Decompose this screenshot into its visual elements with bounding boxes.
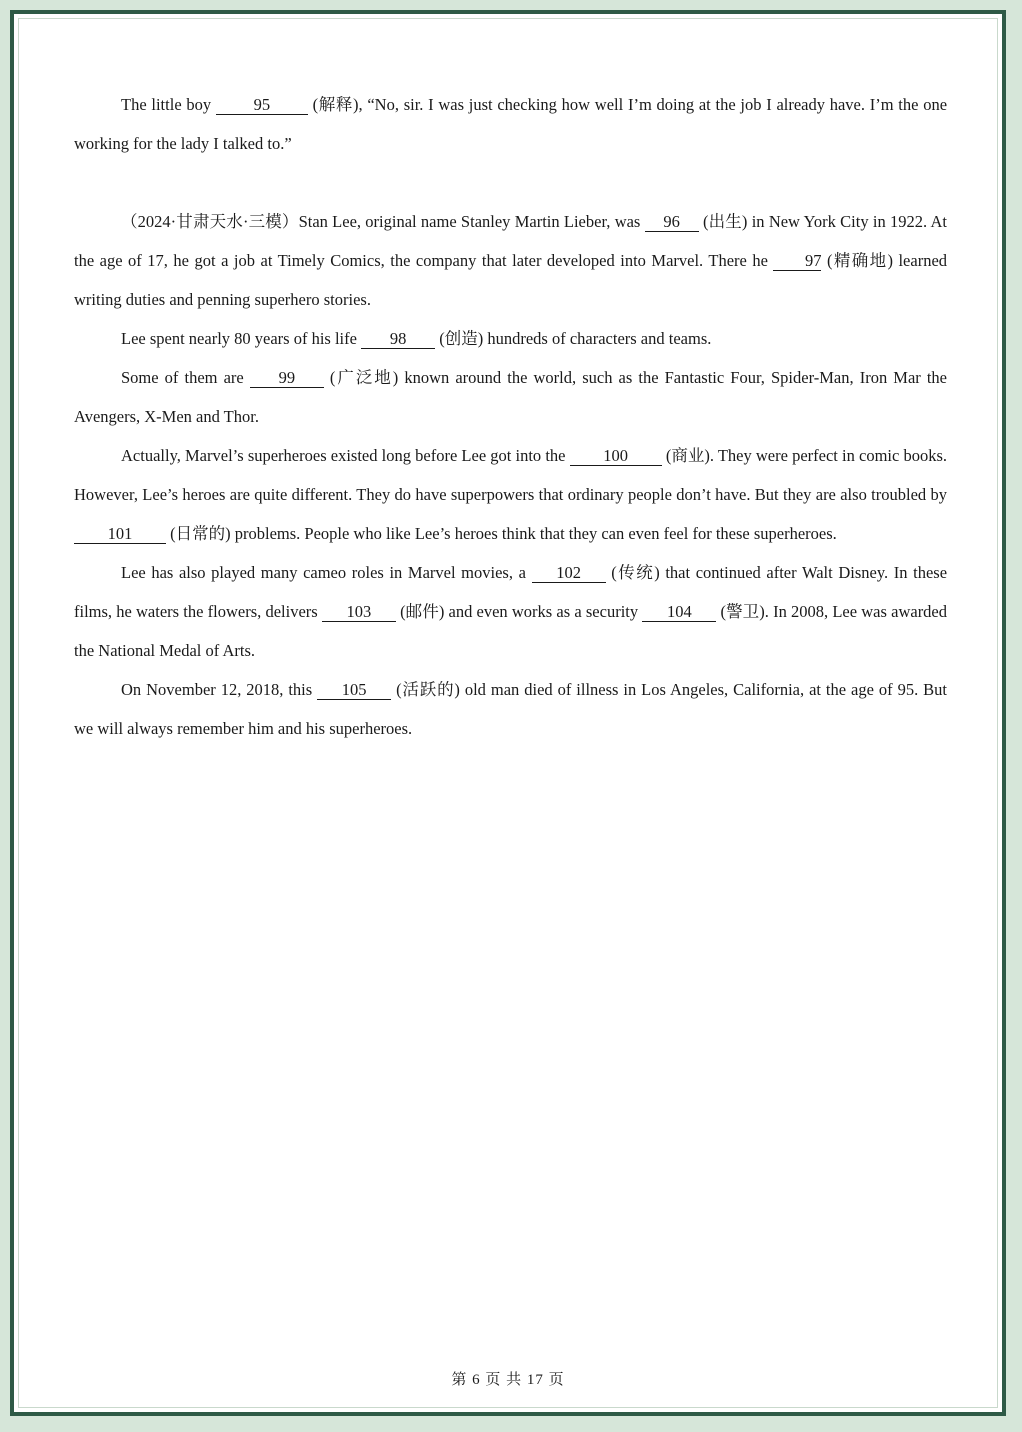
page-content	[74, 85, 947, 748]
passage2-paragraph-4	[74, 436, 947, 553]
passage1-paragraph	[74, 85, 947, 163]
blank-105[interactable]: 105	[317, 681, 391, 700]
blank-102[interactable]: 102	[532, 564, 606, 583]
blank-98[interactable]: 98	[361, 330, 435, 349]
page-frame	[10, 10, 1006, 1416]
text-segment: Lee has also played many cameo roles in Marvel movies, a	[121, 563, 526, 582]
passage2-paragraph-2	[74, 319, 947, 358]
blank-104[interactable]: 104	[642, 603, 716, 622]
text-segment: Stan Lee, original name Stanley Martin Lieber, was	[298, 212, 641, 231]
blank-97[interactable]: 97	[773, 252, 821, 271]
text-segment: (日常的) problems. People who like Lee’s heroes think that they can even feel for these superheroes.	[170, 524, 837, 543]
text-segment: Actually, Marvel’s superheroes existed long before Lee got into the	[121, 446, 566, 465]
blank-100[interactable]: 100	[570, 447, 662, 466]
passage2-paragraph-6	[74, 670, 947, 748]
passage2-paragraph-3	[74, 358, 947, 436]
text-segment: (创造) hundreds of characters and teams.	[439, 329, 712, 348]
blank-101[interactable]: 101	[74, 525, 166, 544]
blank-96[interactable]: 96	[645, 213, 699, 232]
passage2-paragraph-1	[74, 202, 947, 319]
text-segment: Lee spent nearly 80 years of his life	[121, 329, 357, 348]
paragraph-gap	[74, 163, 947, 202]
passage2-paragraph-5	[74, 553, 947, 670]
text-segment: (传统) that continued after Walt Disney. In these films, he waters the flowers, delivers	[74, 563, 948, 621]
source-label: （2024·甘肃天水·三模）	[121, 212, 299, 231]
text-segment: (解释), “No, sir. I was just checking how well I’m doing at the job I already have. I’m the one working for the lady I talked to.”	[74, 95, 948, 153]
text-segment: (商业). They were perfect in comic books. However, Lee’s heroes are quite different. They do have superpowers that ordinary people don’t have. But they are also troubled by	[74, 446, 948, 504]
page-number: 第 6 页 共 17 页	[451, 1372, 565, 1388]
text-segment: The little boy	[121, 95, 212, 114]
text-segment: (出生) in New York City in 1922. At the age of 17, he got a job at Timely Comics, the company that later developed into Marvel. There he	[74, 212, 947, 270]
blank-99[interactable]: 99	[250, 369, 324, 388]
blank-103[interactable]: 103	[322, 603, 396, 622]
text-segment: (精确地) learned writing duties and penning superhero stories.	[74, 251, 948, 309]
text-segment: (警卫). In 2008, Lee was awarded the National Medal of Arts.	[74, 602, 948, 660]
blank-95[interactable]: 95	[216, 96, 308, 115]
text-segment: (邮件) and even works as a security	[400, 602, 639, 621]
text-segment: Some of them are	[121, 368, 244, 387]
text-segment: On November 12, 2018, this	[121, 680, 313, 699]
text-segment: (活跃的) old man died of illness in Los Angeles, California, at the age of 95. But we will always remember him and his superheroes.	[74, 680, 947, 738]
text-segment: (广泛地) known around the world, such as the Fantastic Four, Spider-Man, Iron Mar the Avengers, X-Men and Thor.	[74, 368, 948, 426]
